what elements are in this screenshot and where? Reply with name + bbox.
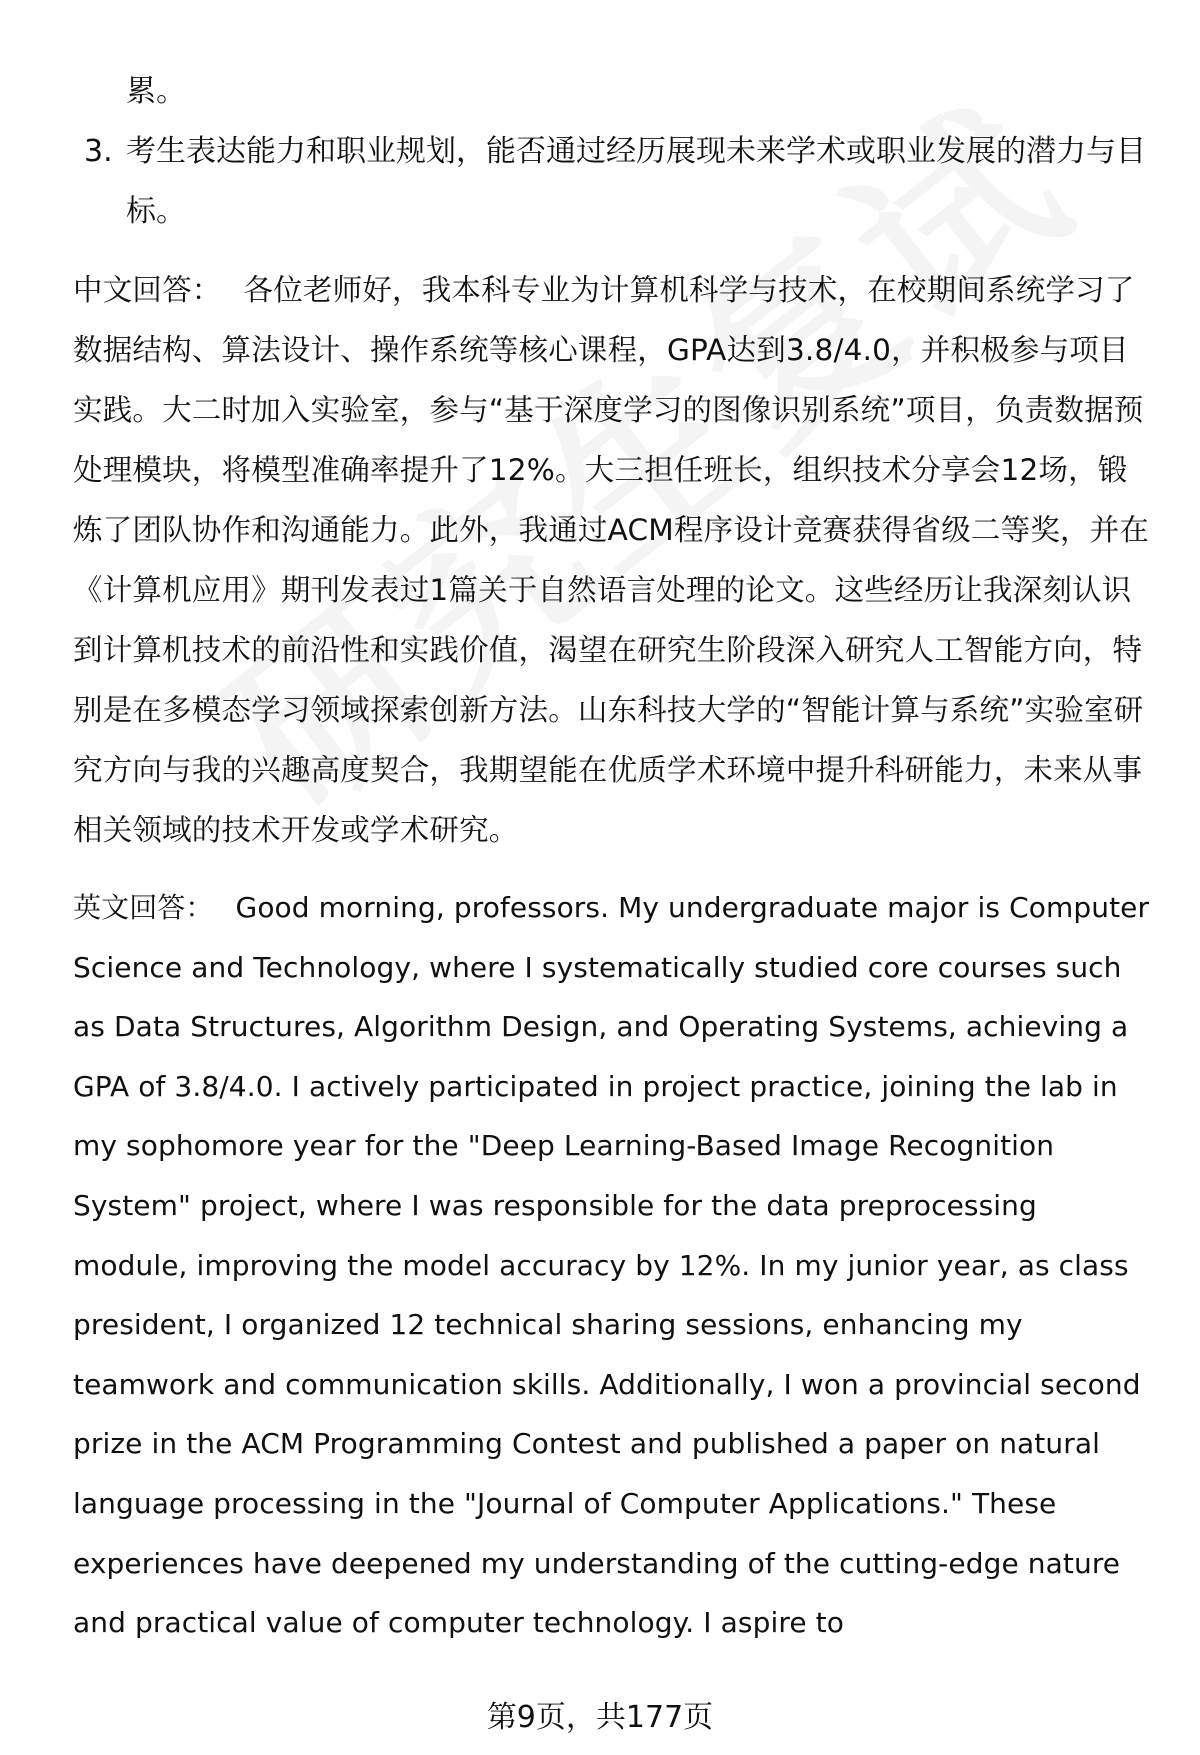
list-item-number: 3. bbox=[84, 134, 113, 169]
english-answer-paragraph bbox=[73, 878, 1153, 1653]
list-item-continuation: 累。 bbox=[126, 74, 186, 109]
document-content bbox=[73, 62, 1153, 1653]
list-item-3 bbox=[73, 122, 1153, 242]
page-footer: 第9页，共177页 bbox=[486, 1700, 714, 1735]
chinese-answer-paragraph bbox=[73, 260, 1153, 860]
english-answer-label: 英文回答： bbox=[73, 891, 214, 924]
chinese-answer-text: 各位老师好，我本科专业为计算机科学与技术，在校期间系统学习了数据结构、算法设计、操作系统等核心课程，GPA达到3.8/4.0，并积极参与项目实践。大二时加入实验室，参与“基于深度学习的图像识别系统”项目，负责数据预处理模块，将模型准确率提升了12%。大三担任班长，组织技术分享会12场，锻炼了团队协作和沟通能力。此外，我通过ACM程序设计竞赛获得省级二等奖，并在《计算机应用》期刊发表过1篇关于自然语言处理的论文。这些经历让我深刻认识到计算机技术的前沿性和实践价值，渴望在研究生阶段深入研究人工智能方向，特别是在多模态学习领域探索创新方法。山东科技大学的“智能计算与系统”实验室研究方向与我的兴趣高度契合，我期望能在优质学术环境中提升科研能力，未来从事相关领域的技术开发或学术研究。 bbox=[73, 273, 1150, 847]
english-answer-text: Good morning, professors. My undergraduate major is Computer Science and Technology, where I systematically studied core courses such as Data Structures, Algorithm Design, and Operating Systems, achieving a GPA of 3.8/4.0. I actively participated in project practice, joining the lab in my sophomore year for the "Deep Learning-Based Image Recognition System" project, where I was responsible for the data preprocessing module, improving the model accuracy by 12%. In my junior year, as class president, I organized 12 technical sharing sessions, enhancing my teamwork and communication skills. Additionally, I won a provincial second prize in the ACM Programming Contest and published a paper on natural language processing in the "Journal of Computer Applications." These experiences have deepened my understanding of the cutting-edge nature and practical value of computer technology. I aspire to bbox=[73, 891, 1150, 1640]
chinese-answer-label: 中文回答： bbox=[73, 273, 222, 307]
list-item-text: 考生表达能力和职业规划，能否通过经历展现未来学术或职业发展的潜力与目标。 bbox=[126, 134, 1146, 229]
